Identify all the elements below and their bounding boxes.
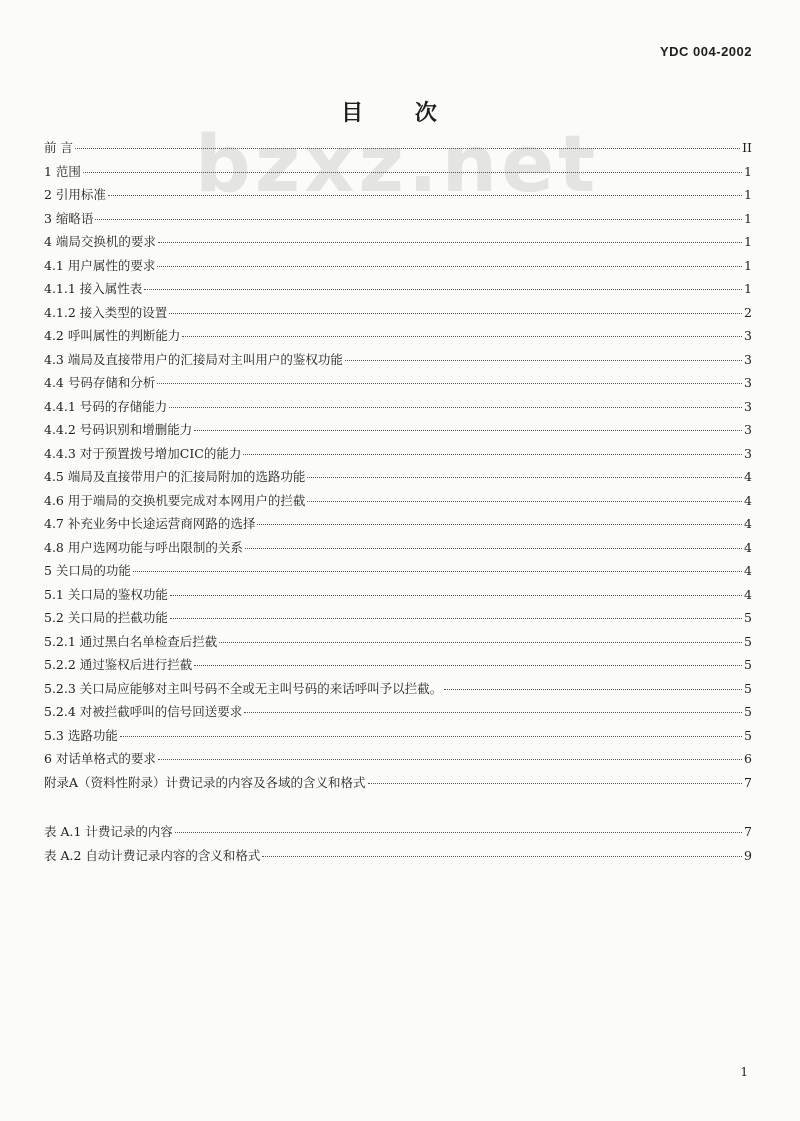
toc-entry-label: 5.2.4 对被拦截呼叫的信号回送要求 [44, 704, 243, 719]
toc-entry[interactable] [44, 655, 752, 679]
toc-entry-label: 4.1 用户属性的要求 [44, 257, 156, 273]
dot-leader [133, 571, 742, 572]
toc-entry-label: 4.4 号码存储和分析 [44, 375, 156, 390]
toc-entry[interactable] [44, 749, 752, 773]
dot-leader [219, 642, 742, 643]
toc-entry-page: 4 [744, 492, 752, 508]
toc-entry-page: 5 [744, 657, 752, 672]
dot-leader [169, 313, 742, 314]
toc-entry-label: 4.8 用户选网功能与呼出限制的关系 [44, 539, 243, 555]
toc-entry-page: 1 [744, 187, 752, 202]
page-number: 1 [740, 1065, 748, 1079]
toc-entry-label: 4.7 补充业务中长途运营商网路的选择 [44, 516, 256, 531]
toc-entry[interactable] [44, 491, 752, 515]
toc-entry[interactable] [44, 397, 752, 421]
toc-entry-page: II [742, 140, 752, 155]
dot-leader [175, 832, 742, 833]
dot-leader [169, 407, 742, 408]
table-entry-label: 表 A.2 自动计费记录内容的含义和格式 [44, 847, 261, 863]
toc-entry-label: 3 缩略语 [44, 210, 94, 226]
toc-entry[interactable] [44, 350, 752, 374]
toc-entry[interactable] [44, 373, 752, 397]
toc-entry[interactable] [44, 326, 752, 350]
toc-entry-page: 3 [744, 445, 752, 461]
toc-entry-label: 5 关口局的功能 [44, 563, 131, 578]
toc-entry-label: 4.1.1 接入属性表 [44, 281, 143, 296]
toc-entry[interactable] [44, 726, 752, 750]
toc-entry-label: 1 范围 [44, 163, 81, 179]
toc-entry-page: 5 [744, 727, 752, 743]
toc-entry-label: 4 端局交换机的要求 [44, 234, 156, 249]
dot-leader [194, 430, 742, 431]
toc-entry[interactable] [44, 444, 752, 468]
document-code: YDC 004-2002 [660, 44, 752, 59]
toc-entry[interactable] [44, 185, 752, 209]
toc-entry-label: 4.1.2 接入类型的设置 [44, 304, 168, 320]
toc-entry[interactable] [44, 138, 752, 162]
toc-entry-label: 5.2.3 关口局应能够对主叫号码不全或无主叫号码的来话呼叫予以拦截。 [44, 680, 443, 696]
toc-entry-page: 4 [744, 563, 752, 578]
toc-entry[interactable] [44, 702, 752, 726]
toc-entry-page: 5 [744, 680, 752, 696]
toc-entry-page: 1 [744, 210, 752, 226]
toc-entry-page: 5 [744, 633, 752, 649]
toc-entry-page: 5 [744, 610, 752, 625]
dot-leader [120, 736, 742, 737]
toc-entry[interactable] [44, 162, 752, 186]
dot-leader [262, 856, 742, 857]
toc-entry-label: 2 引用标准 [44, 187, 106, 202]
toc-entry[interactable] [44, 514, 752, 538]
toc-entry[interactable] [44, 420, 752, 444]
table-entry-label: 表 A.1 计费记录的内容 [44, 824, 173, 839]
toc-entry[interactable] [44, 232, 752, 256]
dot-leader [95, 219, 742, 220]
toc-entry[interactable] [44, 209, 752, 233]
toc-entry[interactable] [44, 279, 752, 303]
dot-leader [243, 454, 742, 455]
table-of-contents [44, 138, 752, 796]
toc-entry-page: 6 [744, 751, 752, 766]
toc-entry[interactable] [44, 538, 752, 562]
toc-entry-label: 4.3 端局及直接带用户的汇接局对主叫用户的鉴权功能 [44, 351, 343, 367]
toc-entry-label: 6 对话单格式的要求 [44, 751, 156, 766]
toc-entry[interactable] [44, 303, 752, 327]
toc-entry-page: 3 [744, 422, 752, 437]
toc-entry-label: 4.4.1 号码的存储能力 [44, 398, 168, 414]
toc-entry-page: 5 [744, 704, 752, 719]
toc-entry-label: 5.2.1 通过黑白名单检查后拦截 [44, 633, 218, 649]
toc-entry-label: 4.4.3 对于预置拨号增加CIC的能力 [44, 445, 242, 461]
toc-entry-page: 4 [744, 516, 752, 531]
toc-entry-label: 4.4.2 号码识别和增删能力 [44, 422, 193, 437]
dot-leader [170, 595, 742, 596]
toc-entry-label: 5.1 关口局的鉴权功能 [44, 586, 168, 602]
dot-leader [307, 501, 742, 502]
dot-leader [257, 524, 742, 525]
watermark: bzxz.net [195, 120, 600, 210]
table-entry-page: 9 [744, 847, 752, 863]
dot-leader [157, 383, 742, 384]
dot-leader [157, 266, 742, 267]
toc-entry[interactable] [44, 679, 752, 703]
toc-entry[interactable] [44, 467, 752, 491]
toc-entry-page: 3 [744, 398, 752, 414]
toc-entry-page: 1 [744, 257, 752, 273]
dot-leader [444, 689, 742, 690]
table-entry[interactable] [44, 822, 752, 846]
toc-entry-page: 1 [744, 281, 752, 296]
dot-leader [345, 360, 742, 361]
toc-entry-label: 前 言 [44, 140, 73, 155]
table-entry[interactable] [44, 846, 752, 870]
page-title: 目 次 [341, 101, 459, 126]
toc-entry-label: 4.6 用于端局的交换机要完成对本网用户的拦截 [44, 492, 306, 508]
dot-leader [307, 477, 742, 478]
dot-leader [75, 148, 740, 149]
toc-entry-page: 2 [744, 304, 752, 320]
toc-entry-label: 5.2 关口局的拦截功能 [44, 610, 168, 625]
toc-entry-label: 附录A（资料性附录）计费记录的内容及各域的含义和格式 [44, 774, 366, 790]
dot-leader [108, 195, 742, 196]
dot-leader [144, 289, 742, 290]
toc-entry-label: 5.2.2 通过鉴权后进行拦截 [44, 657, 193, 672]
toc-entry[interactable] [44, 561, 752, 585]
toc-entry-label: 5.3 选路功能 [44, 727, 118, 743]
dot-leader [182, 336, 742, 337]
toc-entry[interactable] [44, 773, 752, 797]
dot-leader [170, 618, 742, 619]
toc-entry[interactable] [44, 632, 752, 656]
toc-entry-page: 1 [744, 163, 752, 179]
toc-entry[interactable] [44, 608, 752, 632]
toc-entry-page: 3 [744, 375, 752, 390]
toc-entry-page: 7 [744, 774, 752, 790]
dot-leader [368, 783, 742, 784]
toc-entry[interactable] [44, 256, 752, 280]
dot-leader [245, 548, 742, 549]
toc-entry-label: 4.5 端局及直接带用户的汇接局附加的选路功能 [44, 469, 306, 484]
toc-entry-page: 4 [744, 539, 752, 555]
dot-leader [158, 242, 742, 243]
toc-entry-page: 3 [744, 328, 752, 343]
dot-leader [244, 712, 742, 713]
dot-leader [83, 172, 742, 173]
table-entry-page: 7 [744, 824, 752, 839]
dot-leader [158, 759, 742, 760]
toc-entry[interactable] [44, 585, 752, 609]
toc-entry-page: 1 [744, 234, 752, 249]
toc-entry-page: 4 [744, 586, 752, 602]
toc-entry-page: 4 [744, 469, 752, 484]
list-of-tables [44, 822, 752, 869]
dot-leader [194, 665, 742, 666]
toc-entry-page: 3 [744, 351, 752, 367]
toc-entry-label: 4.2 呼叫属性的判断能力 [44, 328, 181, 343]
